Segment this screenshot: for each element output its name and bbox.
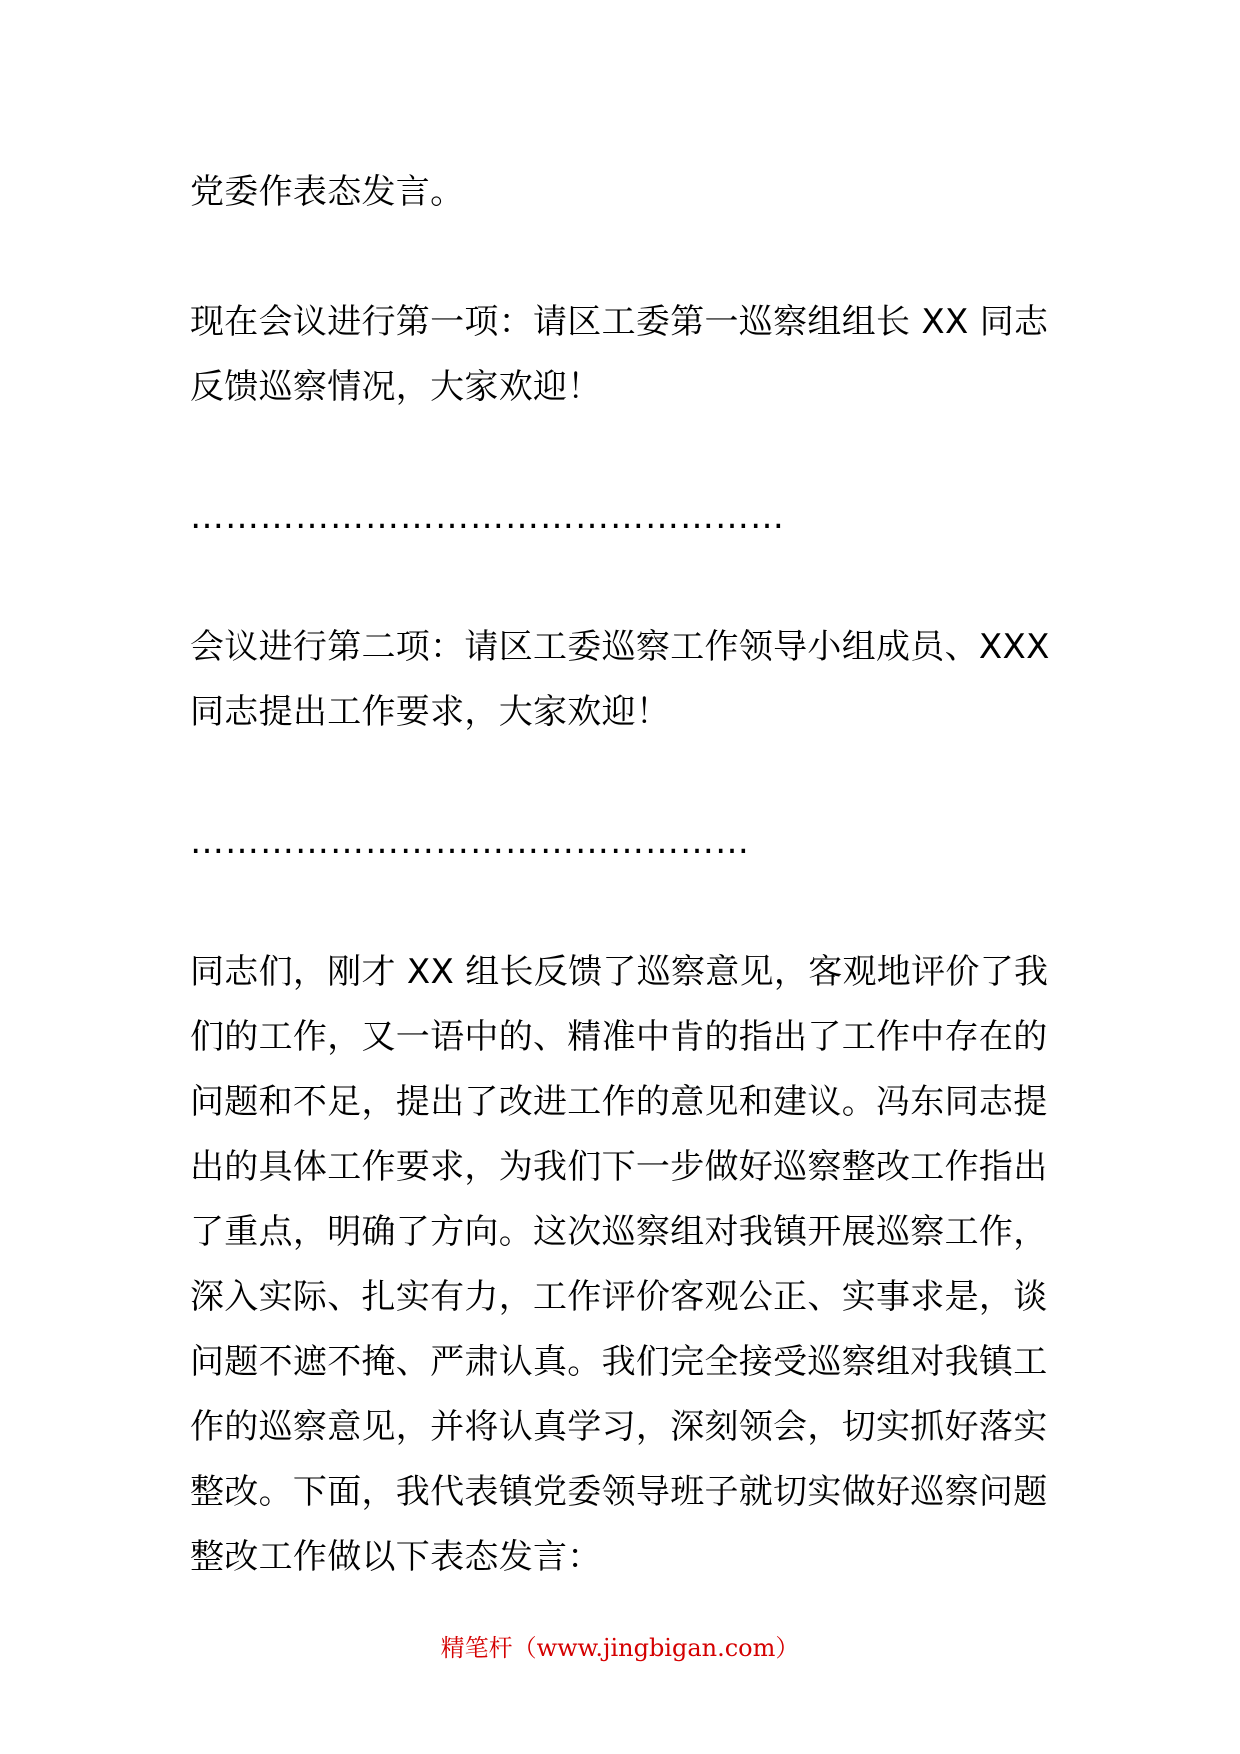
paragraph-gap: [190, 550, 1060, 615]
watermark-footer: 精笔杆（www.jingbigan.com）: [440, 1634, 800, 1662]
paragraph-gap: [190, 745, 1060, 810]
paragraph-agenda-item-2: 会议进行第二项：请区工委巡察工作领导小组成员、XXX 同志提出工作要求，大家欢迎！: [190, 627, 1061, 732]
paragraph-agenda-item-1: 现在会议进行第一项：请区工委第一巡察组组长 XX 同志反馈巡察情况，大家欢迎！: [190, 302, 1049, 407]
document-body: [190, 160, 1060, 1590]
paragraph-gap: [190, 420, 1060, 485]
paragraph-gap: [190, 225, 1060, 290]
paragraph-closing-line: 党委作表态发言。: [190, 172, 465, 212]
paragraph-speech-body: 同志们，刚才 XX 组长反馈了巡察意见，客观地评价了我们的工作，又一语中的、精准中肯的指出了工作中存在的问题和不足，提出了改进工作的意见和建议。冯东同志提出的具体工作要求，为我们下一步做好巡察整改工作指出了重点，明确了方向。这次巡察组对我镇开展巡察工作，深入实际、扎实有力，工作评价客观公正、实事求是，谈问题不遮不掩、严肃认真。我们完全接受巡察组对我镇工作的巡察意见，并将认真学习，深刻领会，切实抓好落实整改。下面，我代表镇党委领导班子就切实做好巡察问题整改工作做以下表态发言：: [190, 952, 1049, 1577]
ellipsis-placeholder-1: ……………………………………………: [190, 497, 785, 537]
paragraph-gap: [190, 875, 1060, 940]
ellipsis-placeholder-2: …………………………………………: [190, 822, 750, 862]
